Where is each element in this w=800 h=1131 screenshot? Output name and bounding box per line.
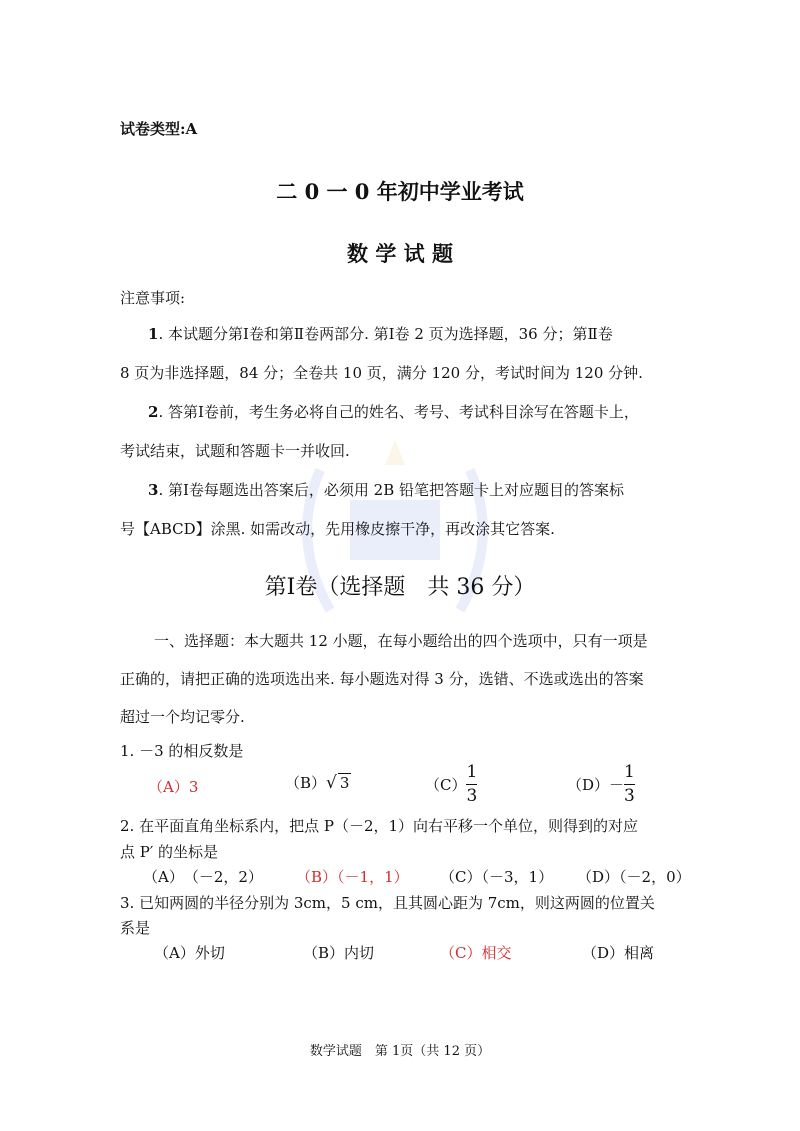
- q3-option-b: （B）内切: [303, 944, 375, 962]
- q3-option-c: （C）相交: [440, 944, 512, 962]
- page-footer: 数学试题 第 1页（共 12 页）: [309, 1044, 491, 1059]
- q1-c-fraction: $\frac{1}{3}$: [466, 762, 478, 806]
- q2-line-2: 点 P′ 的坐标是: [120, 843, 219, 861]
- exam-title: 二 0 一 0 年初中学业考试: [276, 179, 524, 204]
- notice-3-line-2: 号【ABCD】涂黑. 如需改动，先用橡皮擦干净，再改涂其它答案.: [120, 520, 555, 538]
- q1-stem: 1. －3 的相反数是: [120, 742, 244, 760]
- q3-line-1: 3. 已知两圆的半径分别为 3cm，5 cm，且其圆心距为 7cm，则这两圆的位置关: [120, 894, 655, 912]
- notice-2-line-2: 考试结束，试题和答题卡一并收回.: [120, 442, 350, 460]
- instructions-line-1: 一、选择题：本大题共 12 小题，在每小题给出的四个选项中，只有一项是: [154, 632, 648, 650]
- notice-1-line-1: 1. 本试题分第Ⅰ卷和第Ⅱ卷两部分. 第Ⅰ卷 2 页为选择题，36 分；第Ⅱ卷: [148, 325, 613, 343]
- q1-option-a: （A）3: [148, 778, 199, 796]
- q1-option-c: （C） $\frac{1}{3}$: [425, 762, 478, 806]
- q1-option-d: （D）－ $\frac{1}{3}$: [567, 762, 635, 806]
- paper-type: 试卷类型:A: [120, 120, 198, 138]
- q3-option-a: （A）外切: [154, 944, 225, 962]
- instructions-line-2: 正确的，请把正确的选项选出来. 每小题选对得 3 分，选错、不选或选出的答案: [120, 670, 644, 688]
- q2-option-c: （C）（－3，1）: [440, 868, 554, 886]
- q2-option-d: （D）（－2，0）: [577, 868, 691, 886]
- q1-option-b: （B）√ 3: [285, 773, 350, 793]
- subject-title: 数 学 试 题: [347, 241, 453, 266]
- q1-d-fraction: $\frac{1}{3}$: [624, 762, 635, 806]
- notice-2-line-1: 2. 答第Ⅰ卷前，考生务必将自己的姓名、考号、考试科目涂写在答题卡上，: [148, 403, 639, 421]
- notice-heading: 注意事项:: [120, 289, 186, 307]
- notice-3-line-1: 3. 第Ⅰ卷每题选出答案后，必须用 2B 铅笔把答题卡上对应题目的答案标: [148, 481, 625, 499]
- q3-line-2: 系是: [120, 919, 151, 937]
- notice-1-line-2: 8 页为非选择题，84 分；全卷共 10 页，满分 120 分，考试时间为 120 分钟.: [120, 364, 643, 382]
- section-title: 第Ⅰ卷（选择题 共 36 分）: [264, 575, 536, 600]
- q2-option-b: （B）（－1，1）: [296, 868, 409, 886]
- q2-option-a: （A） （－2，2）: [143, 868, 263, 886]
- q2-line-1: 2. 在平面直角坐标系内，把点 P（－2，1）向右平移一个单位，则得到的对应: [120, 817, 639, 835]
- q3-option-d: （D）相离: [582, 944, 655, 962]
- instructions-line-3: 超过一个均记零分.: [120, 708, 245, 726]
